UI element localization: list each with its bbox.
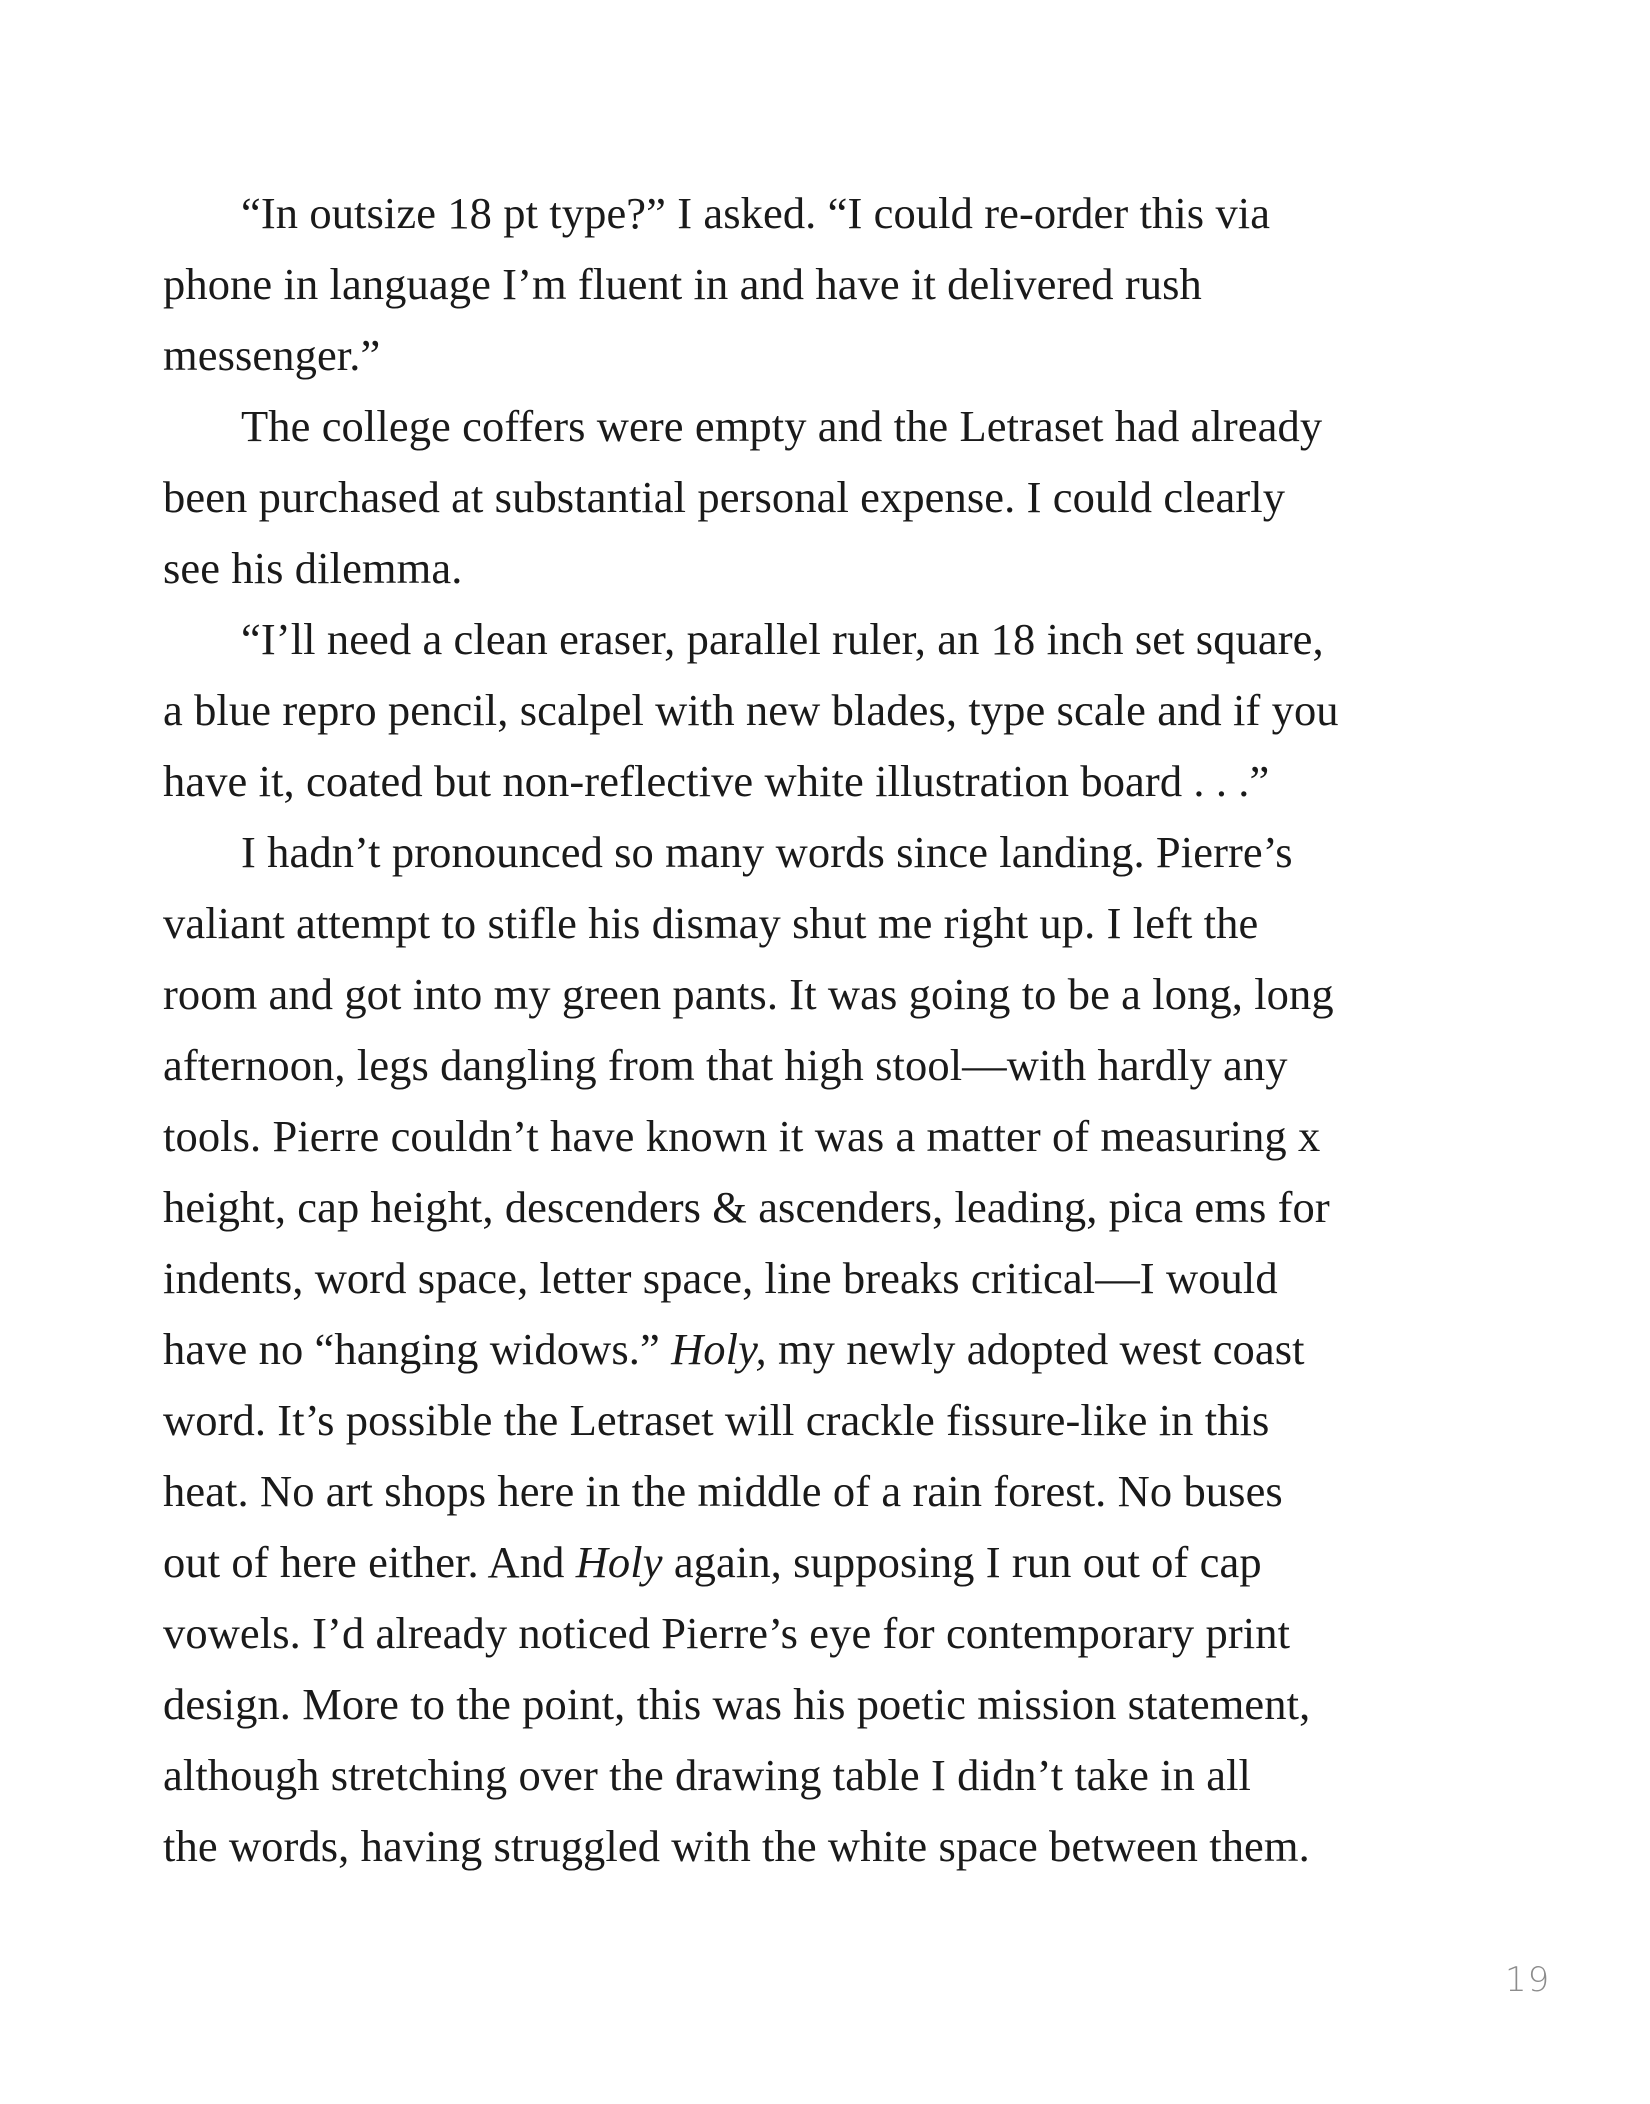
text-run: design. More to the point, this was his poetic mission statement, (163, 1679, 1311, 1729)
text-line (163, 1243, 1503, 1314)
text-line (163, 1385, 1503, 1456)
text-line (163, 746, 1503, 817)
paragraph (163, 178, 1503, 391)
text-line (163, 1456, 1503, 1527)
text-line (163, 249, 1503, 320)
text-line (163, 1811, 1503, 1882)
text-run: phone in language I’m fluent in and have it delivered rush (163, 259, 1202, 309)
text-line (163, 817, 1503, 888)
italic-text: Holy (575, 1537, 663, 1587)
text-line (163, 1101, 1503, 1172)
text-run: out of here either. And (163, 1537, 576, 1587)
text-run: have no “hanging widows.” (163, 1324, 672, 1374)
text-line (163, 1598, 1503, 1669)
text-run: The college coffers were empty and the Letraset had already (241, 401, 1323, 451)
text-line (163, 604, 1503, 675)
text-run: have it, coated but non-reflective white illustration board . . .” (163, 756, 1270, 806)
text-line (163, 533, 1503, 604)
text-line (163, 391, 1503, 462)
text-line (163, 1314, 1503, 1385)
text-run: again, supposing I run out of cap (662, 1537, 1262, 1587)
text-run: my newly adopted west coast (766, 1324, 1305, 1374)
text-run: indents, word space, letter space, line breaks critical—I would (163, 1253, 1278, 1303)
text-run: heat. No art shops here in the middle of a rain forest. No buses (163, 1466, 1283, 1516)
text-line (163, 178, 1503, 249)
paragraph (163, 817, 1503, 1882)
text-line (163, 1527, 1503, 1598)
text-line (163, 888, 1503, 959)
text-run: although stretching over the drawing table I didn’t take in all (163, 1750, 1252, 1800)
text-run: messenger.” (163, 330, 381, 380)
text-run: word. It’s possible the Letraset will crackle fissure-like in this (163, 1395, 1270, 1445)
text-run: I hadn’t pronounced so many words since landing. Pierre’s (241, 827, 1293, 877)
text-run: see his dilemma. (163, 543, 463, 593)
text-run: “I’ll need a clean eraser, parallel ruler, an 18 inch set square, (241, 614, 1324, 664)
text-line (163, 1030, 1503, 1101)
text-line (163, 675, 1503, 746)
text-run: tools. Pierre couldn’t have known it was a matter of measuring x (163, 1111, 1321, 1161)
text-line (163, 1740, 1503, 1811)
text-run: the words, having struggled with the white space between them. (163, 1821, 1310, 1871)
text-run: valiant attempt to stifle his dismay shut me right up. I left the (163, 898, 1259, 948)
text-line (163, 959, 1503, 1030)
text-run: afternoon, legs dangling from that high stool—with hardly any (163, 1040, 1288, 1090)
text-run: been purchased at substantial personal expense. I could clearly (163, 472, 1286, 522)
text-run: vowels. I’d already noticed Pierre’s eye for contemporary print (163, 1608, 1291, 1658)
text-line (163, 1669, 1503, 1740)
text-line (163, 462, 1503, 533)
text-line (163, 320, 1503, 391)
text-run: height, cap height, descenders & ascenders, leading, pica ems for (163, 1182, 1330, 1232)
text-run: “In outsize 18 pt type?” I asked. “I could re-order this via (241, 188, 1271, 238)
page-number: 19 (1505, 1960, 1551, 2000)
text-run: a blue repro pencil, scalpel with new blades, type scale and if you (163, 685, 1339, 735)
text-line (163, 1172, 1503, 1243)
paragraph (163, 604, 1503, 817)
paragraph (163, 391, 1503, 604)
body-text (163, 178, 1503, 1882)
text-run: room and got into my green pants. It was going to be a long, long (163, 969, 1334, 1019)
italic-text: Holy, (671, 1324, 767, 1374)
